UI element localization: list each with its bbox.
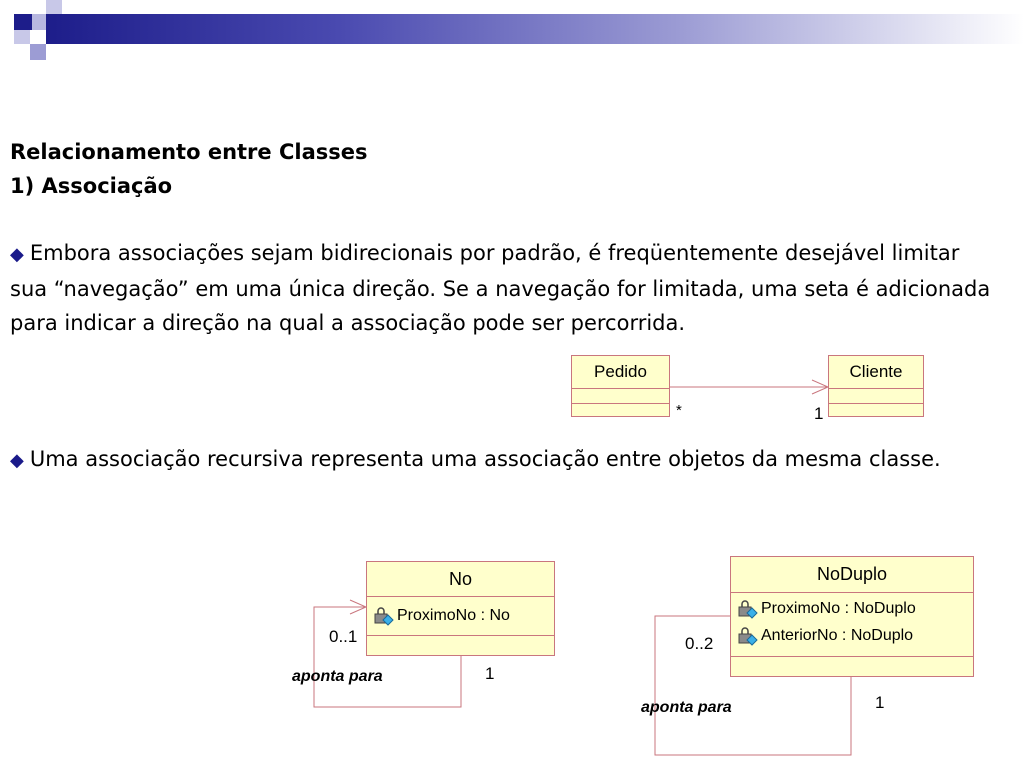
attribute-text: ProximoNo : NoDuplo <box>761 599 916 617</box>
multiplicity-other-end: 1 <box>485 664 495 683</box>
multiplicity-other-end: 1 <box>875 693 885 712</box>
class-noduplo <box>730 556 974 677</box>
attribute-text: AnteriorNo : NoDuplo <box>761 626 914 644</box>
lock-attribute-icon <box>373 607 393 625</box>
attribute-row <box>731 622 973 649</box>
class-name: Pedido <box>572 356 669 389</box>
lock-attribute-icon <box>737 627 757 645</box>
class-name: No <box>367 562 554 597</box>
bullet-text-1: Embora associações sejam bidirecionais por padrão, é freqüentemente desejável limitar sua “navegação” em uma única direção. Se a navegação for limitada, uma seta é adicionada para indicar a direção na qual a associação pode ser percorrida. <box>10 241 991 335</box>
class-pedido <box>571 355 670 417</box>
role-label: aponta para <box>641 699 732 716</box>
multiplicity-cliente: 1 <box>814 404 824 423</box>
class-name: NoDuplo <box>731 557 973 593</box>
class-no <box>366 561 555 656</box>
diamond-bullet-icon: ◆ <box>10 450 24 471</box>
attribute-text: ProximoNo : No <box>397 607 510 624</box>
slide-subtitle: 1) Associação <box>10 174 173 198</box>
attribute-compartment <box>572 389 669 404</box>
slide-title: Relacionamento entre Classes <box>10 140 368 164</box>
role-label: aponta para <box>292 668 383 685</box>
diamond-bullet-icon: ◆ <box>10 244 24 265</box>
bullet-text-2: Uma associação recursiva representa uma associação entre objetos da mesma classe. <box>29 447 941 471</box>
attribute-row <box>731 595 973 622</box>
multiplicity-arrow-end: 0..1 <box>329 627 358 646</box>
class-cliente <box>828 355 924 417</box>
lock-attribute-icon <box>737 600 757 618</box>
multiplicity-pedido: * <box>676 402 682 419</box>
attribute-compartment <box>829 389 923 404</box>
multiplicity-arrow-end: 0..2 <box>685 634 714 653</box>
attribute-row <box>367 597 554 636</box>
class-name: Cliente <box>829 356 923 389</box>
attribute-compartment <box>731 593 973 657</box>
